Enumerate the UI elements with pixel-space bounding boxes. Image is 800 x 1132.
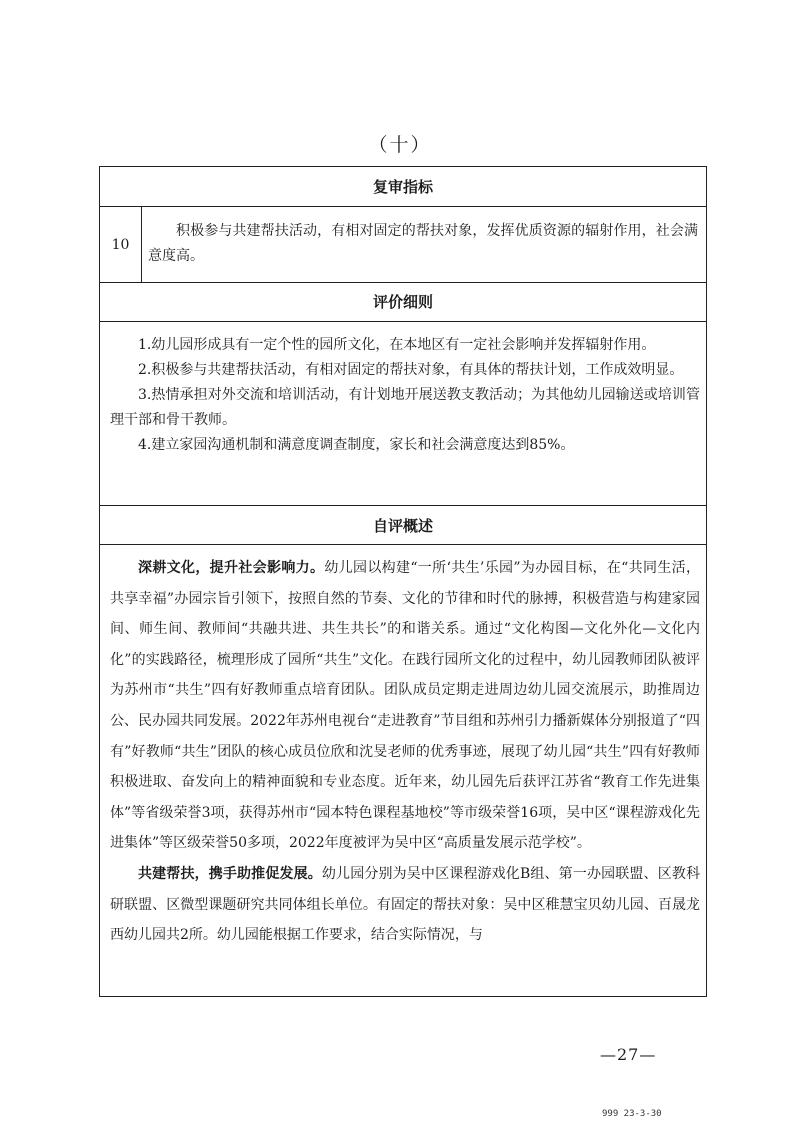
summary-body: 幼儿园分别为吴中区课程游戏化B组、第一办园联盟、区教科研联盟、区微型课题研究共同体组长单位。有固定的帮扶对象：吴中区稚慧宝贝幼儿园、百晟龙西幼儿园共2所。幼儿园能根据工作要求，结合实际情况，与 <box>110 865 700 944</box>
rule-item: 1.幼儿园形成具有一定个性的园所文化，在本地区有一定社会影响并发挥辐射作用。 <box>138 337 656 353</box>
summary-paragraph <box>110 859 700 951</box>
summary-lead: 深耕文化，提升社会影响力。 <box>138 560 325 576</box>
criterion-text: 积极参与共建帮扶活动，有相对固定的帮扶对象，发挥优质资源的辐射作用，社会满意度高。 <box>148 223 698 264</box>
rule-item: 4.建立家园沟通机制和满意度调查制度，家长和社会满意度达到85%。 <box>138 437 575 453</box>
summary-header: 自评概述 <box>100 505 706 545</box>
rules-list <box>110 333 700 458</box>
evaluation-table <box>99 166 707 997</box>
summary-paragraph <box>110 553 700 859</box>
criteria-header: 复审指标 <box>100 167 706 207</box>
footer-stamp: 999 23-3-30 <box>602 1109 662 1119</box>
summary-section <box>110 553 700 951</box>
summary-lead: 共建帮扶，携手助推促发展。 <box>138 865 322 882</box>
rule-item: 2.积极参与共建帮扶活动，有相对固定的帮扶对象，有具体的帮扶计划，工作成效明显。 <box>138 362 684 378</box>
page-number: —27— <box>600 1045 657 1064</box>
summary-body: 幼儿园以构建“一所‘共生’乐园”为办园目标，在“共同生活，共享幸福”办园宗旨引领下，按照自然的节奏、文化的节律和时代的脉搏，积极营造与构建家园间、师生间、教师间“共融共进、共生共长”的和谐关系。通过“文化构图—文化外化—文化内化”的实践路径，梳理形成了园所“共生”文化。在践行园所文化的过程中，幼儿园教师团队被评为苏州市“共生”四有好教师重点培育团队。团队成员定期走进周边幼儿园交流展示，助推周边公、民办园共同发展。2022年苏州电视台“走进教育”节目组和苏州引力播新媒体分别报道了“四有”好教师“共生”团队的核心成员位欣和沈旻老师的优秀事迹，展现了幼儿园“共生”四有好教师积极进取、奋发向上的精神面貌和专业态度。近年来，幼儿园先后获评江苏省“教育工作先进集体”等省级荣誉3项，获得苏州市“园本特色课程基地校”等市级荣誉16项，吴中区“课程游戏化先进集体”等区级荣誉50多项，2022年度被评为吴中区“高质量发展示范学校”。 <box>110 560 701 852</box>
page-title: （十） <box>368 134 432 156</box>
criterion-index: 10 <box>100 207 142 282</box>
rule-item: 3.热情承担对外交流和培训活动，有计划地开展送教支教活动；为其他幼儿园输送或培训管理干部和骨干教师。 <box>110 387 700 428</box>
rules-header: 评价细则 <box>100 282 706 322</box>
